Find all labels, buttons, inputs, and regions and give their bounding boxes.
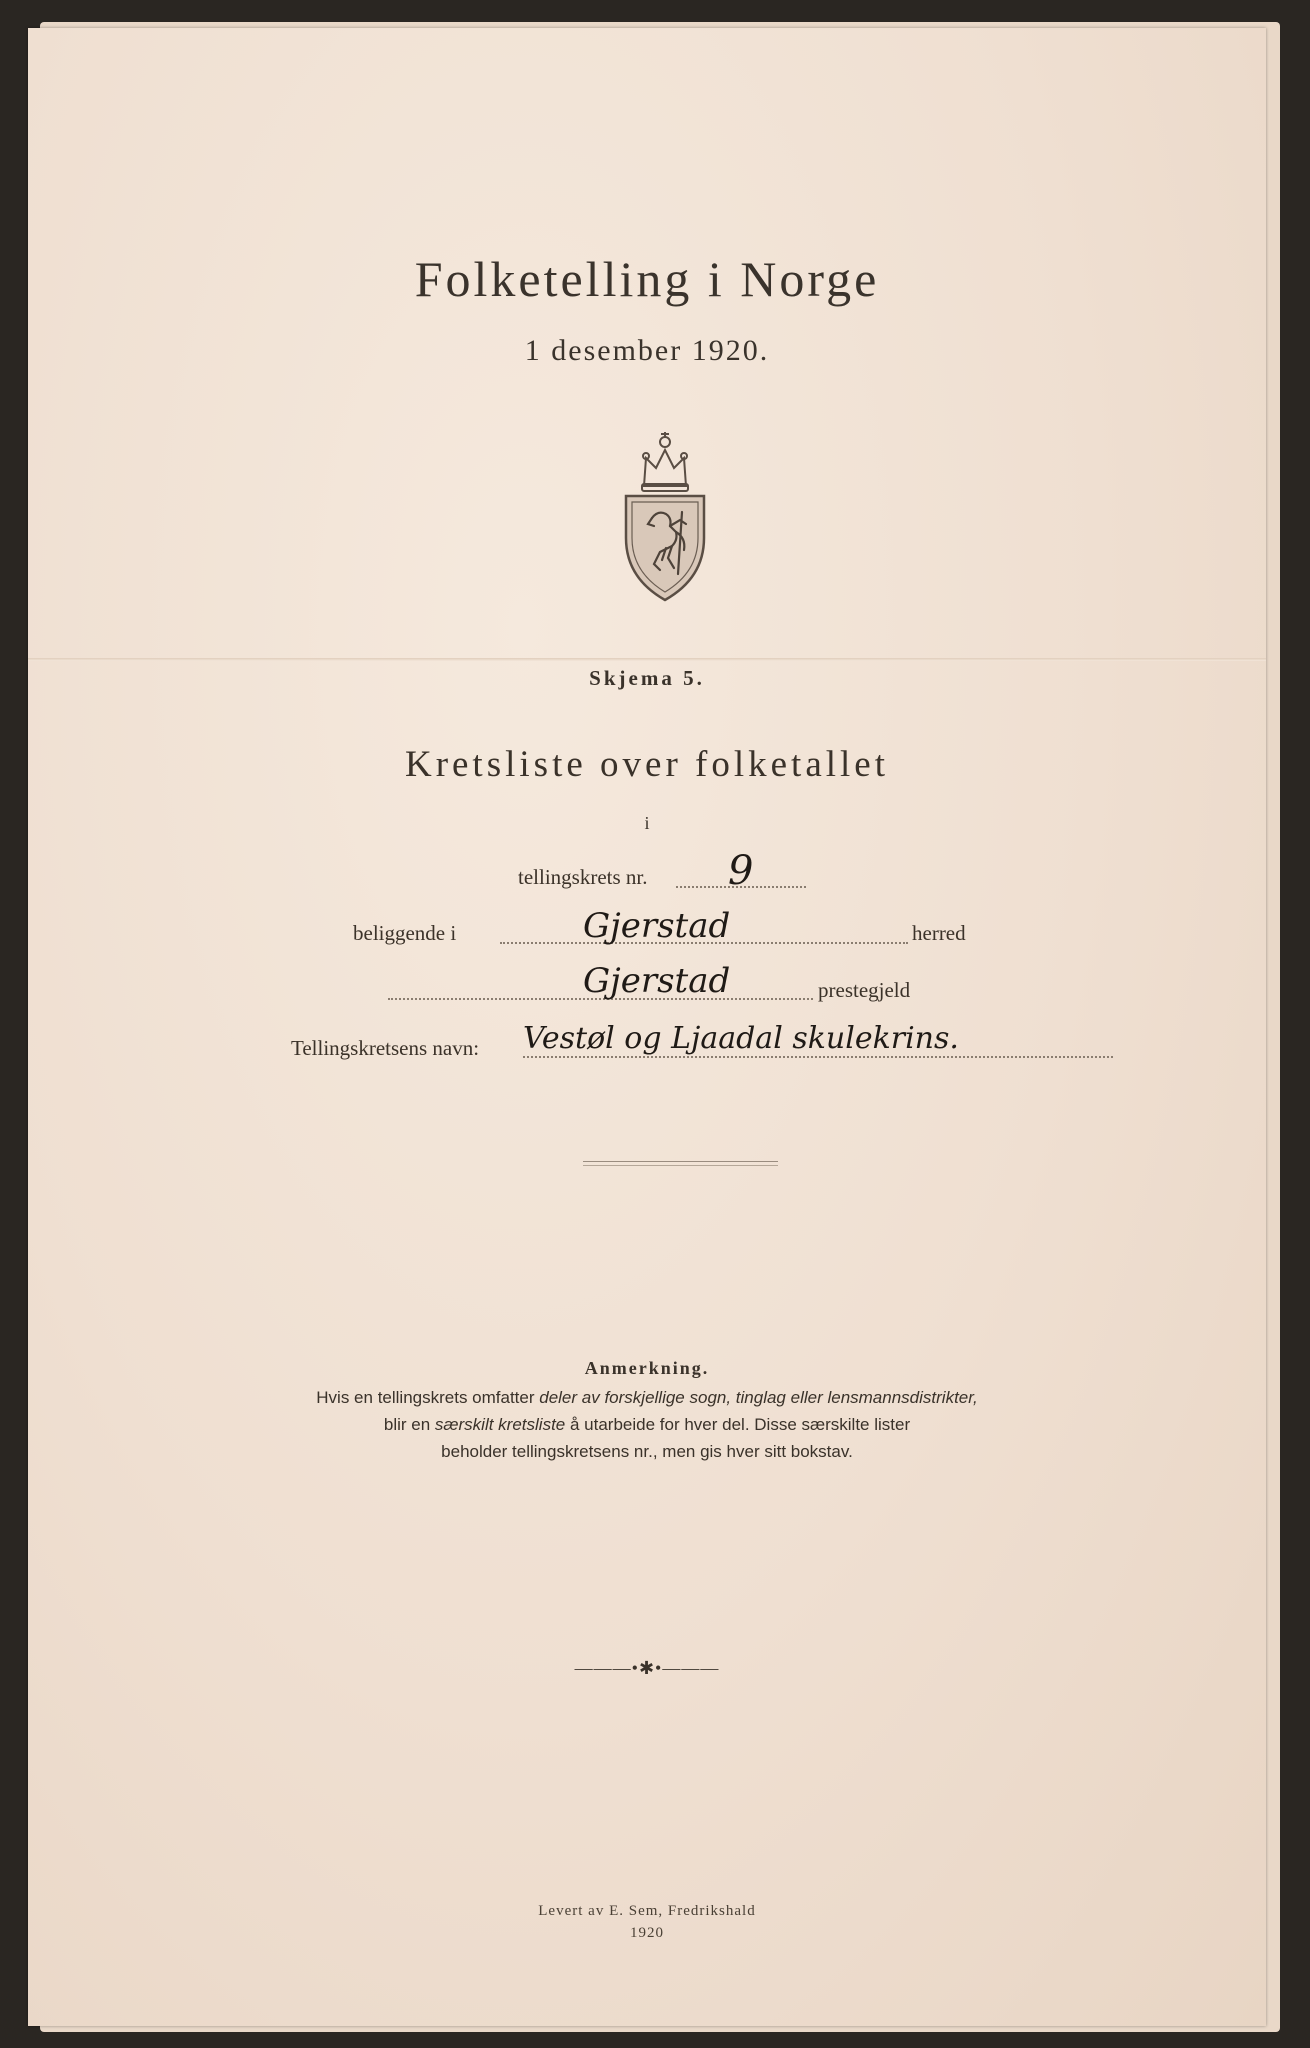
norwegian-coat-of-arms-icon bbox=[616, 428, 714, 603]
municipality-suffix: herred bbox=[912, 921, 966, 945]
parish-suffix: prestegjeld bbox=[818, 978, 911, 1002]
form-number: Skjema 5. bbox=[589, 666, 705, 690]
district-name-label: Tellingskretsens navn: bbox=[291, 1036, 480, 1060]
note-line-2-text-b: å utarbeide for hver del. Disse særskilte lister bbox=[565, 1415, 911, 1434]
paper-fold bbox=[28, 658, 1266, 661]
document-date: 1 desember 1920. bbox=[524, 334, 770, 367]
parish-value: Gjerstad bbox=[583, 961, 731, 1001]
note-line-2 bbox=[28, 1415, 1266, 1435]
document-title: Folketelling i Norge bbox=[414, 251, 880, 307]
located-in-label: beliggende i bbox=[353, 921, 457, 945]
census-form-page bbox=[28, 28, 1266, 2026]
note-line-2-text-a: blir en bbox=[383, 1415, 435, 1434]
district-name-line bbox=[523, 1056, 1113, 1058]
note-line-3: beholder tellingskretsens nr., men gis hver sitt bokstav. bbox=[441, 1442, 853, 1461]
separator-rule bbox=[583, 1161, 778, 1162]
municipality-value: Gjerstad bbox=[583, 906, 731, 946]
ornament-divider: ———•✱•——— bbox=[574, 1658, 720, 1678]
separator-rule-lower bbox=[583, 1165, 778, 1166]
printer-year: 1920 bbox=[630, 1925, 664, 1941]
district-number-label: tellingskrets nr. bbox=[518, 865, 648, 889]
note-line-1 bbox=[28, 1388, 1266, 1408]
note-title: Anmerkning. bbox=[584, 1358, 710, 1378]
note-line-1-text: Hvis en tellingskrets omfatter bbox=[316, 1388, 540, 1407]
note-line-1-emphasis: deler av forskjellige sogn, tinglag eller lensmannsdistrikter, bbox=[539, 1388, 978, 1407]
note-line-2-emphasis: særskilt kretsliste bbox=[434, 1415, 566, 1434]
form-heading: Kretsliste over folketallet bbox=[404, 744, 890, 785]
printer-credit: Levert av E. Sem, Fredrikshald bbox=[538, 1903, 756, 1919]
heading-preposition: i bbox=[644, 813, 650, 833]
district-name-value: Vestøl og Ljaadal skulekrins. bbox=[523, 1021, 959, 1056]
district-number-value: 9 bbox=[728, 848, 754, 894]
